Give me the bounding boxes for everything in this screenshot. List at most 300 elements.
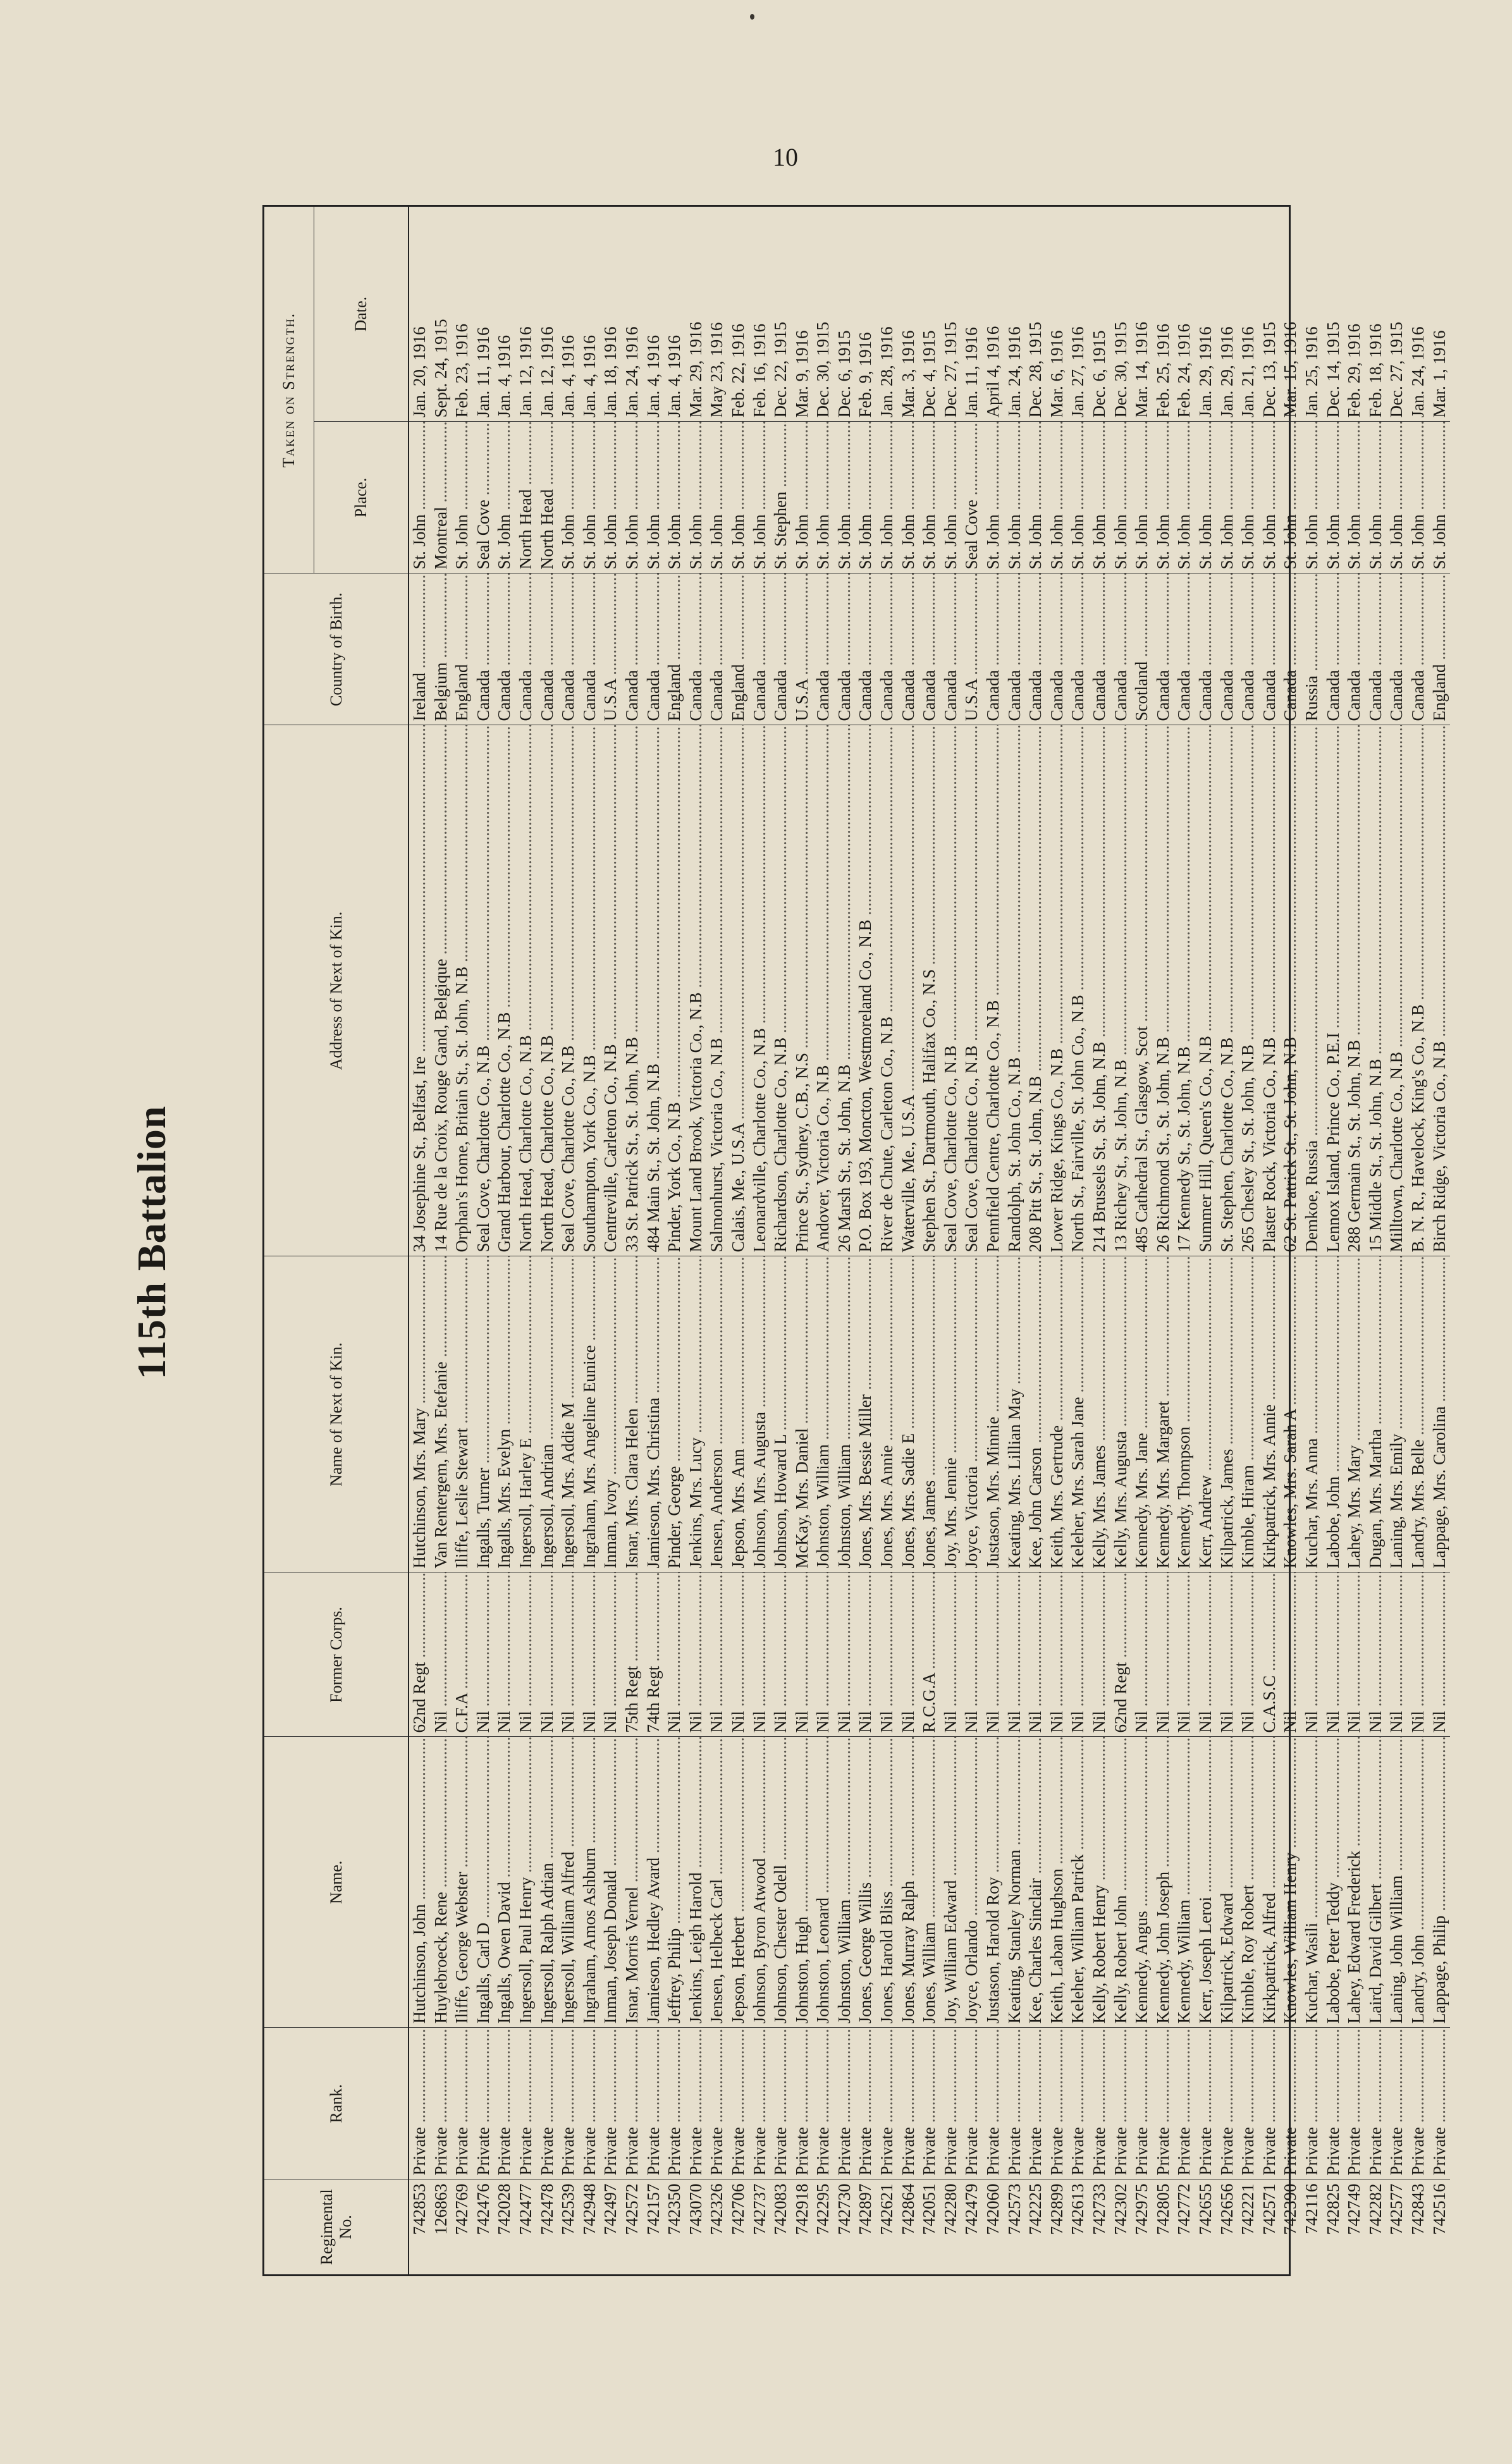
- next-of-kin-cell: [983, 1256, 1004, 1572]
- rank-cell: [1429, 2028, 1451, 2179]
- former-corps-cell: [537, 1572, 558, 1737]
- regimental-no-cell: [855, 2179, 876, 2274]
- table-row: [1153, 207, 1174, 2274]
- next-of-kin-cell: [431, 1256, 452, 1572]
- table-row: [898, 207, 919, 2274]
- former-corps-cell: [898, 1572, 919, 1737]
- former-corps-cell: [855, 1572, 876, 1737]
- rank-cell: [919, 2028, 940, 2179]
- country-cell: [1301, 573, 1323, 725]
- place-cell-text: St. John .....: [728, 422, 747, 570]
- country-cell-text: Canada .....: [835, 573, 854, 721]
- country-cell-text: Canada .....: [877, 573, 896, 721]
- former-corps-cell: [940, 1572, 962, 1737]
- regimental-no-cell: [1110, 2179, 1132, 2274]
- country-cell: [855, 573, 876, 725]
- register-page: [117, 209, 1449, 2276]
- address-cell: [1323, 725, 1344, 1256]
- address-cell-text: 34 Josephine St., Belfast, Ire .....: [410, 725, 429, 1253]
- regimental-no-cell-text: 742225: [1026, 2183, 1045, 2235]
- address-cell-text: Grand Harbour, Charlotte Co., N.B .....: [495, 725, 513, 1253]
- table-row: [1429, 207, 1451, 2274]
- former-corps-cell: [664, 1572, 685, 1737]
- date-cell-text: Mar. 6, 1916: [1047, 330, 1066, 418]
- former-corps-cell-text: Nil .....: [1366, 1572, 1385, 1733]
- table-row: [1344, 207, 1365, 2274]
- rank-cell: [1301, 2028, 1323, 2179]
- name-cell: [855, 1737, 876, 2028]
- address-cell-text: Summer Hill, Queen's Co., N.B .....: [1196, 725, 1215, 1253]
- country-cell-text: Canada .....: [1047, 573, 1066, 721]
- table-row: [1408, 207, 1429, 2274]
- address-cell: [749, 725, 771, 1256]
- address-cell-text: Plaster Rock, Victoria Co., N.B .....: [1260, 725, 1279, 1253]
- regimental-no-cell: [1089, 2179, 1110, 2274]
- next-of-kin-cell: [1047, 1256, 1068, 1572]
- name-cell: [834, 1737, 856, 2028]
- country-cell-text: Canada .....: [1111, 573, 1130, 721]
- country-cell: [1047, 573, 1068, 725]
- place-cell-text: St. John .....: [856, 422, 875, 570]
- address-cell: [1174, 725, 1195, 1256]
- next-of-kin-cell: [1004, 1256, 1026, 1572]
- date-cell-text: Mar. 14, 1916: [1132, 322, 1152, 418]
- rank-cell-text: Private .....: [1068, 2028, 1087, 2176]
- rank-cell-text: Private .....: [1430, 2028, 1449, 2176]
- country-cell: [409, 573, 431, 725]
- regimental-no-cell-text: 742772: [1174, 2183, 1194, 2235]
- name-cell: [409, 1737, 431, 2028]
- table-row: [1259, 207, 1281, 2274]
- table-row: [1047, 207, 1068, 2274]
- country-cell-text: Canada .....: [1196, 573, 1215, 721]
- date-cell-text: Feb. 23, 1916: [452, 324, 472, 418]
- former-corps-cell-text: Nil .....: [1090, 1572, 1109, 1733]
- date-cell-text: Dec. 13, 1915: [1259, 322, 1279, 418]
- table-row: [685, 207, 707, 2274]
- date-cell-text: Jan. 12, 1916: [537, 326, 556, 418]
- former-corps-cell-text: Nil .....: [686, 1572, 705, 1733]
- address-cell: [494, 725, 515, 1256]
- regimental-no-cell-text: 742326: [707, 2183, 727, 2235]
- former-corps-cell-text: Nil .....: [1302, 1572, 1321, 1733]
- address-cell: [983, 725, 1004, 1256]
- regimental-no-cell-text: 742572: [622, 2183, 641, 2235]
- next-of-kin-cell-text: Dugan, Mrs. Martha .....: [1366, 1256, 1385, 1569]
- country-cell-text: Canada .....: [495, 573, 513, 721]
- address-cell: [1047, 725, 1068, 1256]
- former-corps-cell-text: C.A.S.C .....: [1260, 1572, 1279, 1733]
- place-cell: [770, 422, 792, 573]
- regimental-no-cell-text: 742539: [558, 2183, 578, 2235]
- regimental-no-cell-text: 742577: [1387, 2183, 1406, 2235]
- date-cell-text: Jan. 4, 1916: [495, 335, 514, 418]
- next-of-kin-cell-text: Lahey, Mrs. Mary .....: [1344, 1256, 1363, 1569]
- date-cell-text: Jan. 11, 1916: [962, 327, 981, 418]
- former-corps-cell-text: Nil .....: [1026, 1572, 1045, 1733]
- rank-cell: [898, 2028, 919, 2179]
- rank-cell-text: Private .....: [1281, 2028, 1300, 2176]
- former-corps-cell-text: Nil .....: [1408, 1572, 1427, 1733]
- place-cell-text: St. John .....: [1324, 422, 1343, 570]
- address-cell-text: Mount Land Brook, Victoria Co., N.B .....: [686, 725, 705, 1253]
- regimental-no-cell: [622, 2179, 643, 2274]
- former-corps-cell-text: Nil .....: [601, 1572, 620, 1733]
- next-of-kin-cell: [1153, 1256, 1174, 1572]
- name-cell-text: Jones, Harold Bliss .....: [877, 1737, 896, 2024]
- table-row: [1386, 207, 1408, 2274]
- country-cell: [1259, 573, 1281, 725]
- rank-cell: [409, 2028, 431, 2179]
- country-cell-text: Canada .....: [750, 573, 769, 721]
- next-of-kin-cell-text: Inman, Ivory .....: [601, 1256, 620, 1569]
- regimental-no-cell-text: 742573: [1004, 2183, 1024, 2235]
- name-cell-text: Jones, Murray Ralph .....: [899, 1737, 918, 2024]
- name-cell-text: Labobe, Peter Teddy .....: [1324, 1737, 1343, 2024]
- regimental-no-cell: [579, 2179, 601, 2274]
- address-cell: [643, 725, 665, 1256]
- place-cell-text: St. John .....: [1366, 422, 1385, 570]
- rank-cell: [473, 2028, 495, 2179]
- country-cell: [1025, 573, 1047, 725]
- name-cell-text: Joy, William Edward .....: [941, 1737, 960, 2024]
- regimental-no-cell: [664, 2179, 685, 2274]
- rank-cell: [558, 2028, 579, 2179]
- date-cell-text: Jan. 4, 1916: [579, 335, 599, 418]
- regimental-no-cell: [558, 2179, 579, 2274]
- place-cell: [1089, 422, 1110, 573]
- regimental-no-cell: [792, 2179, 813, 2274]
- address-cell-text: North Head, Charlotte Co., N.B .....: [538, 725, 556, 1253]
- address-cell: [537, 725, 558, 1256]
- rank-cell-text: Private .....: [1132, 2028, 1151, 2176]
- place-cell-text: St. John .....: [941, 422, 960, 570]
- former-corps-cell: [1238, 1572, 1259, 1737]
- next-of-kin-cell: [1386, 1256, 1408, 1572]
- address-cell: [558, 725, 579, 1256]
- date-cell: [770, 207, 792, 422]
- country-cell: [1217, 573, 1238, 725]
- date-cell-text: Dec. 27, 1915: [1387, 322, 1406, 418]
- rank-cell: [876, 2028, 898, 2179]
- date-cell: [1131, 207, 1153, 422]
- date-cell: [876, 207, 898, 422]
- place-cell-text: St. John .....: [452, 422, 471, 570]
- place-cell: [728, 422, 749, 573]
- former-corps-cell: [1429, 1572, 1451, 1737]
- regimental-no-cell: [983, 2179, 1004, 2274]
- rank-cell: [431, 2028, 452, 2179]
- former-corps-cell: [1067, 1572, 1089, 1737]
- regimental-no-cell-text: 742157: [643, 2183, 663, 2235]
- next-of-kin-cell-text: Isnar, Mrs. Clara Helen .....: [622, 1256, 641, 1569]
- country-cell: [728, 573, 749, 725]
- place-cell-text: St. John .....: [1111, 422, 1130, 570]
- col-header-country: Country of Birth.: [264, 573, 409, 725]
- rank-cell-text: Private .....: [622, 2028, 641, 2176]
- next-of-kin-cell: [792, 1256, 813, 1572]
- date-cell-text: April 4, 1916: [983, 326, 1003, 418]
- col-header-place: Place.: [314, 422, 409, 573]
- next-of-kin-cell-text: Lappage, Mrs. Carolina .....: [1430, 1256, 1449, 1569]
- place-cell-text: St. John .....: [813, 422, 832, 570]
- rank-cell-text: Private .....: [1238, 2028, 1257, 2176]
- regimental-no-cell-text: 742282: [1365, 2183, 1385, 2235]
- address-cell: [1217, 725, 1238, 1256]
- date-cell-text: Jan. 24, 1916: [1408, 326, 1427, 418]
- former-corps-cell-text: Nil .....: [1344, 1572, 1363, 1733]
- next-of-kin-cell-text: Jensen, Anderson .....: [707, 1256, 726, 1569]
- address-cell-text: 265 Chesley St., St. John, N.B .....: [1238, 725, 1257, 1253]
- former-corps-cell: [600, 1572, 622, 1737]
- country-cell-text: Canada .....: [1005, 573, 1024, 721]
- place-cell-text: Seal Cove .....: [474, 422, 493, 570]
- country-cell: [876, 573, 898, 725]
- next-of-kin-cell: [1067, 1256, 1089, 1572]
- regimental-no-cell-text: 742497: [601, 2183, 620, 2235]
- regimental-no-cell-text: 742843: [1408, 2183, 1427, 2235]
- table-row: [855, 207, 876, 2274]
- date-cell: [1429, 207, 1451, 422]
- regimental-no-cell: [1280, 2179, 1301, 2274]
- address-cell: [706, 725, 728, 1256]
- place-cell: [749, 422, 771, 573]
- place-cell-text: St. John .....: [1090, 422, 1109, 570]
- next-of-kin-cell-text: Knowles, Mrs. Sarah A .....: [1281, 1256, 1300, 1569]
- rank-cell: [452, 2028, 473, 2179]
- regimental-no-cell: [1386, 2179, 1408, 2274]
- date-cell: [431, 207, 452, 422]
- place-cell: [919, 422, 940, 573]
- country-cell-text: England .....: [452, 573, 471, 721]
- regimental-no-cell: [1238, 2179, 1259, 2274]
- name-cell: [1386, 1737, 1408, 2028]
- address-cell-text: Birch Ridge, Victoria Co., N.B .....: [1430, 725, 1449, 1253]
- country-cell-text: Canada .....: [686, 573, 705, 721]
- former-corps-cell-text: Nil .....: [1281, 1572, 1300, 1733]
- table-row: [792, 207, 813, 2274]
- rank-cell-text: Private .....: [1174, 2028, 1193, 2176]
- next-of-kin-cell: [1429, 1256, 1451, 1572]
- regimental-no-cell-text: 742478: [537, 2183, 556, 2235]
- next-of-kin-cell-text: Jones, Mrs. Sadie E .....: [899, 1256, 918, 1569]
- next-of-kin-cell-text: Johnson, Howard L .....: [771, 1256, 790, 1569]
- regimental-no-cell-text: 742280: [940, 2183, 960, 2235]
- date-cell: [1408, 207, 1429, 422]
- date-cell-text: Jan. 4, 1916: [665, 335, 684, 418]
- name-cell-text: Johnston, Leonard .....: [813, 1737, 832, 2024]
- rank-cell: [1004, 2028, 1026, 2179]
- former-corps-cell: [1217, 1572, 1238, 1737]
- table-row: [749, 207, 771, 2274]
- regimental-no-cell: [1174, 2179, 1195, 2274]
- address-cell: [1344, 725, 1365, 1256]
- place-cell-text: Montreal .....: [431, 422, 450, 570]
- name-cell: [452, 1737, 473, 2028]
- rank-cell-text: Private .....: [1047, 2028, 1066, 2176]
- place-cell: [1238, 422, 1259, 573]
- former-corps-cell: [728, 1572, 749, 1737]
- date-cell: [537, 207, 558, 422]
- name-cell: [1131, 1737, 1153, 2028]
- place-cell-text: St. John .....: [665, 422, 684, 570]
- former-corps-cell-text: Nil .....: [856, 1572, 875, 1733]
- former-corps-cell-text: Nil .....: [1387, 1572, 1406, 1733]
- country-cell: [452, 573, 473, 725]
- table-row: [1131, 207, 1153, 2274]
- former-corps-cell: [579, 1572, 601, 1737]
- address-cell: [898, 725, 919, 1256]
- rank-cell-text: Private .....: [1366, 2028, 1385, 2176]
- date-cell-text: Dec. 27, 1915: [940, 322, 960, 418]
- place-cell-text: St. John .....: [686, 422, 705, 570]
- col-header-address: Address of Next of Kin.: [264, 725, 409, 1256]
- former-corps-cell: [685, 1572, 707, 1737]
- place-cell: [1344, 422, 1365, 573]
- name-cell: [728, 1737, 749, 2028]
- country-cell: [643, 573, 665, 725]
- regimental-no-cell-text: 742221: [1238, 2183, 1258, 2235]
- place-cell: [898, 422, 919, 573]
- address-cell-text: Seal Cove, Charlotte Co., N.B .....: [962, 725, 981, 1253]
- next-of-kin-cell-text: Landry, Mrs. Belle .....: [1408, 1256, 1427, 1569]
- name-cell-text: Lahey, Edward Frederick .....: [1344, 1737, 1363, 2024]
- former-corps-cell-text: 62nd Regt .....: [1111, 1572, 1130, 1733]
- regimental-no-cell: [961, 2179, 983, 2274]
- rank-cell-text: Private .....: [919, 2028, 938, 2176]
- country-cell: [961, 573, 983, 725]
- address-cell-text: River de Chute, Carleton Co., N.B .....: [877, 725, 896, 1253]
- date-cell: [1089, 207, 1110, 422]
- date-cell-text: Dec. 6, 1915: [1090, 330, 1109, 418]
- country-cell: [1089, 573, 1110, 725]
- next-of-kin-cell: [1195, 1256, 1217, 1572]
- country-cell-text: Ireland .....: [410, 573, 429, 721]
- name-cell: [685, 1737, 707, 2028]
- regimental-no-cell-text: 742051: [919, 2183, 939, 2235]
- rank-cell: [728, 2028, 749, 2179]
- country-cell: [1131, 573, 1153, 725]
- next-of-kin-cell: [876, 1256, 898, 1572]
- next-of-kin-cell-text: Keating, Mrs. Lillian May .....: [1005, 1256, 1024, 1569]
- next-of-kin-cell: [664, 1256, 685, 1572]
- date-cell: [473, 207, 495, 422]
- place-cell: [813, 422, 834, 573]
- regimental-no-cell: [1301, 2179, 1323, 2274]
- rank-cell: [494, 2028, 515, 2179]
- rank-cell-text: Private .....: [1408, 2028, 1427, 2176]
- rank-cell-text: Private .....: [516, 2028, 535, 2176]
- rank-cell: [961, 2028, 983, 2179]
- regimental-no-cell-text: 742864: [898, 2183, 918, 2235]
- rank-cell-text: Private .....: [644, 2028, 663, 2176]
- name-cell: [1323, 1737, 1344, 2028]
- place-cell-text: North Head .....: [538, 422, 556, 570]
- name-cell-text: Kerr, Joseph Leroi .....: [1196, 1737, 1215, 2024]
- rank-cell-text: Private .....: [1111, 2028, 1130, 2176]
- place-cell: [558, 422, 579, 573]
- former-corps-cell-text: 62nd Regt .....: [410, 1572, 429, 1733]
- rank-cell-text: Private .....: [1260, 2028, 1279, 2176]
- regimental-no-cell: [452, 2179, 473, 2274]
- rank-cell: [515, 2028, 537, 2179]
- regimental-no-cell-text: 742899: [1047, 2183, 1066, 2235]
- address-cell-text: P.O. Box 193, Moncton, Westmoreland Co., N.B .....: [856, 725, 875, 1253]
- country-cell: [940, 573, 962, 725]
- next-of-kin-cell: [855, 1256, 876, 1572]
- table-row: [706, 207, 728, 2274]
- rank-cell: [1195, 2028, 1217, 2179]
- date-cell: [834, 207, 856, 422]
- next-of-kin-cell-text: Pinder, George .....: [665, 1256, 684, 1569]
- date-cell: [1110, 207, 1132, 422]
- address-cell: [515, 725, 537, 1256]
- regimental-no-cell-text: 742571: [1259, 2183, 1279, 2235]
- name-cell-text: Inman, Joseph Donald .....: [601, 1737, 620, 2024]
- former-corps-cell-text: Nil .....: [580, 1572, 599, 1733]
- name-cell: [515, 1737, 537, 2028]
- place-cell-text: St. John .....: [1005, 422, 1024, 570]
- next-of-kin-cell-text: Kennedy, Mrs. Jane .....: [1132, 1256, 1151, 1569]
- next-of-kin-cell: [1365, 1256, 1387, 1572]
- table-row: [1217, 207, 1238, 2274]
- former-corps-cell: [622, 1572, 643, 1737]
- former-corps-cell-text: Nil .....: [558, 1572, 577, 1733]
- table-row: [515, 207, 537, 2274]
- next-of-kin-cell: [834, 1256, 856, 1572]
- next-of-kin-cell-text: Johnson, Mrs. Augusta .....: [750, 1256, 769, 1569]
- date-cell: [515, 207, 537, 422]
- address-cell-text: Waterville, Me., U.S.A .....: [899, 725, 918, 1253]
- next-of-kin-cell-text: Kerr, Andrew .....: [1196, 1256, 1215, 1569]
- place-cell-text: St. John .....: [707, 422, 726, 570]
- former-corps-cell-text: Nil .....: [1153, 1572, 1172, 1733]
- name-cell-text: Ingersoll, Paul Henry .....: [516, 1737, 535, 2024]
- next-of-kin-cell-text: Jones, Mrs. Annie .....: [877, 1256, 896, 1569]
- next-of-kin-cell: [537, 1256, 558, 1572]
- name-cell: [706, 1737, 728, 2028]
- name-cell: [1280, 1737, 1301, 2028]
- date-cell-text: Jan. 4, 1916: [558, 335, 578, 418]
- date-cell: [685, 207, 707, 422]
- country-cell-text: U.S.A .....: [962, 573, 981, 721]
- former-corps-cell: [452, 1572, 473, 1737]
- regimental-no-cell-text: 742853: [410, 2183, 429, 2235]
- country-cell-text: Canada .....: [1153, 573, 1172, 721]
- next-of-kin-cell-text: Ingersoll, Mrs. Addie M .....: [558, 1256, 577, 1569]
- regimental-no-cell: [728, 2179, 749, 2274]
- rank-cell-text: Private .....: [1005, 2028, 1024, 2176]
- rank-cell-text: Private .....: [813, 2028, 832, 2176]
- address-cell: [1238, 725, 1259, 1256]
- date-cell-text: Jan. 11, 1916: [473, 327, 493, 418]
- former-corps-cell: [1408, 1572, 1429, 1737]
- col-header-name: Name.: [264, 1737, 409, 2028]
- rank-cell-text: Private .....: [1344, 2028, 1363, 2176]
- next-of-kin-cell-text: Labobe, John .....: [1324, 1256, 1343, 1569]
- name-cell-text: Jones, George Willis .....: [856, 1737, 875, 2024]
- date-cell-text: Feb. 25, 1916: [1153, 324, 1172, 418]
- name-cell-text: Ingersoll, Ralph Adrian .....: [538, 1737, 556, 2024]
- former-corps-cell: [834, 1572, 856, 1737]
- country-cell-text: Canada .....: [538, 573, 556, 721]
- next-of-kin-cell-text: Jamieson, Mrs. Christina .....: [644, 1256, 663, 1569]
- name-cell: [749, 1737, 771, 2028]
- date-cell: [1301, 207, 1323, 422]
- next-of-kin-cell-text: Keith, Mrs. Gertrude .....: [1047, 1256, 1066, 1569]
- country-cell-text: Canada .....: [941, 573, 960, 721]
- col-header-former-corps: Former Corps.: [264, 1572, 409, 1737]
